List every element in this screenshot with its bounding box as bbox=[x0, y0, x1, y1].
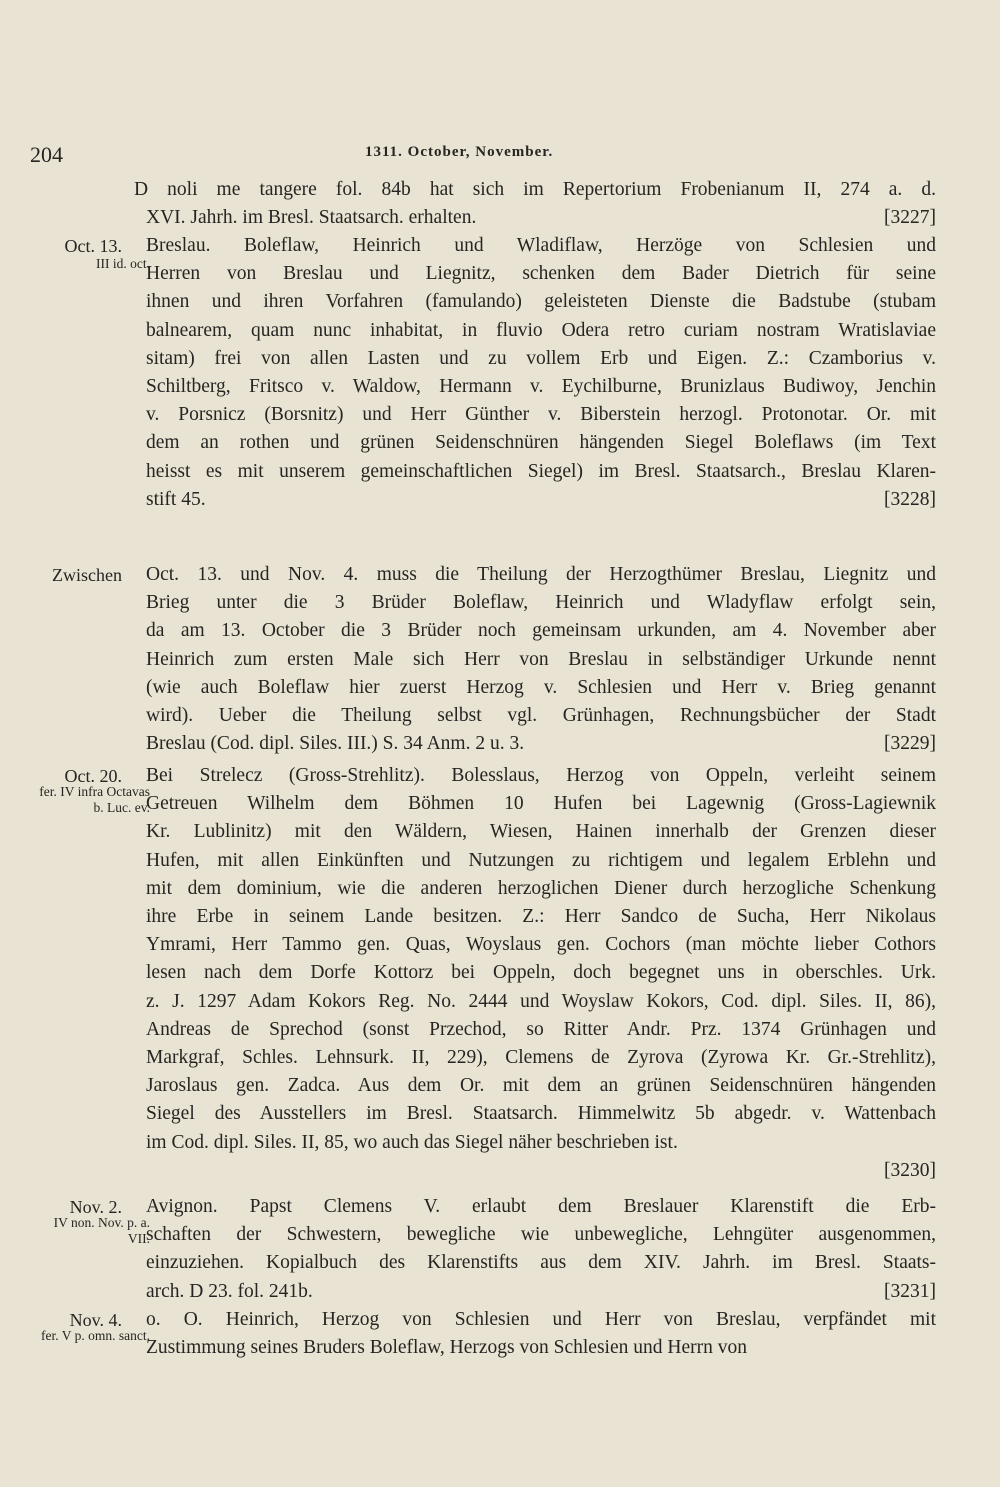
line-text: Jaroslaus gen. Zadca. Aus dem Or. mit dem an grünen Seidenschnüren hängenden bbox=[146, 1075, 936, 1097]
text-line bbox=[146, 1100, 936, 1128]
line-text: lesen nach dem Dorfe Kottorz bei Oppeln, doch begegnet uns in oberschles. Urk. bbox=[146, 962, 936, 984]
line-text: v. Porsnicz (Borsnitz) und Herr Günther v. Biberstein herzogl. Protonotar. Or. mit bbox=[146, 404, 936, 426]
line-text: Herren von Breslau und Liegnitz, schenken dem Bader Dietrich für seine bbox=[146, 263, 936, 285]
text-line bbox=[146, 931, 936, 959]
line-text: Kr. Lublinitz) mit den Wäldern, Wiesen, Hainen innerhalb der Grenzen dieser bbox=[146, 821, 936, 843]
text-line bbox=[146, 702, 936, 730]
margin-note: III id. oct. bbox=[96, 256, 150, 271]
text-line bbox=[146, 646, 936, 674]
line-text: ihre Erbe in seinem Lande besitzen. Z.: Herr Sandco de Sucha, Herr Nikolaus bbox=[146, 906, 936, 927]
line-text: o. O. Heinrich, Herzog von Schlesien und Herr von Breslau, verpfändet mit bbox=[146, 1309, 936, 1330]
margin-date: Nov. 2. bbox=[69, 1197, 122, 1217]
text-line bbox=[146, 401, 936, 429]
line-text: Getreuen Wilhelm dem Böhmen 10 Hufen bei Lagewnig (Gross-Lagiewnik bbox=[146, 793, 936, 815]
text-line bbox=[146, 903, 936, 931]
text-line bbox=[146, 260, 936, 288]
reference-number: [3229] bbox=[884, 733, 936, 755]
text-line bbox=[146, 617, 936, 645]
reference-number: [3230] bbox=[884, 1159, 936, 1181]
reference-number-row bbox=[146, 204, 936, 232]
reference-number-row bbox=[146, 1278, 936, 1306]
reference-number: [3231] bbox=[884, 1280, 936, 1302]
running-head: 1311. October, November. bbox=[365, 144, 554, 160]
text-line bbox=[146, 790, 936, 818]
line-text: D noli me tangere fol. 84b hat sich im Repertorium Frobenianum II, 274 a. d. bbox=[134, 179, 936, 200]
text-line bbox=[146, 589, 936, 617]
text-line bbox=[146, 345, 936, 373]
line-text: sitam) frei von allen Lasten und zu vollem Erb und Eigen. Z.: Czamborius v. bbox=[146, 347, 936, 369]
margin-note: IV non. Nov. p. a. VII. bbox=[53, 1215, 150, 1246]
line-text: heisst es mit unserem gemeinschaftlichen Siegel) im Bresl. Staatsarch., Breslau Klaren- bbox=[146, 460, 936, 482]
text-line bbox=[146, 561, 936, 589]
margin-note: fer. IV infra Octavas b. Luc. ev. bbox=[39, 784, 150, 815]
line-text: z. J. 1297 Adam Kokors Reg. No. 2444 und Woyslaw Kokors, Cod. dipl. Siles. II, 86), bbox=[146, 990, 936, 1012]
text-line bbox=[146, 1072, 936, 1100]
line-text: Andreas de Sprechod (sonst Przechod, so Ritter Andr. Prz. 1374 Grünhagen und bbox=[146, 1018, 936, 1040]
text-line bbox=[146, 458, 936, 486]
line-text: (wie auch Boleflaw hier zuerst Herzog v. Schlesien und Herr v. Brieg genannt bbox=[146, 676, 936, 698]
line-text: im Cod. dipl. Siles. II, 85, wo auch das Siegel näher beschrieben ist. bbox=[146, 1131, 678, 1153]
line-text: XVI. Jahrh. im Bresl. Staatsarch. erhalten. bbox=[146, 207, 477, 229]
line-text: Brieg unter die 3 Brüder Boleflaw, Heinrich und Wladyflaw erfolgt sein, bbox=[146, 592, 936, 614]
margin-date: Zwischen bbox=[52, 565, 122, 585]
text-line bbox=[146, 959, 936, 987]
line-text: Markgraf, Schles. Lehnsurk. II, 229), Clemens de Zyrova (Zyrowa Kr. Gr.-Strehlitz), bbox=[146, 1047, 936, 1068]
line-text: da am 13. October die 3 Brüder noch gemeinsam urkunden, am 4. November aber bbox=[146, 620, 936, 642]
line-text: Schiltberg, Fritsco v. Waldow, Hermann v. Eychilburne, Brunizlaus Budiwoy, Jenchin bbox=[146, 376, 936, 397]
line-text: Hufen, mit allen Einkünften und Nutzungen zu richtigem und legalem Erblehn und bbox=[146, 849, 936, 871]
line-text: Heinrich zum ersten Male sich Herr von Breslau in selbständiger Urkunde nennt bbox=[146, 648, 936, 670]
text-line bbox=[146, 232, 936, 260]
margin-date: Oct. 13. bbox=[64, 236, 122, 256]
margin-date: Nov. 4. bbox=[69, 1310, 122, 1330]
line-text: Zustimmung seines Bruders Boleflaw, Herzogs von Schlesien und Herrn von bbox=[146, 1337, 747, 1359]
line-text: dem an rothen und grünen Seidenschnüren hängenden Siegel Boleflaws (im Text bbox=[146, 432, 936, 454]
line-text: wird). Ueber die Theilung selbst vgl. Grünhagen, Rechnungsbücher der Stadt bbox=[146, 705, 936, 726]
text-line bbox=[146, 1221, 936, 1249]
line-text: ihnen und ihren Vorfahren (famulando) geleisteten Dienste die Badstube (stubam bbox=[146, 291, 936, 313]
text-line bbox=[146, 1306, 936, 1334]
reference-number-row bbox=[146, 730, 936, 758]
text-line bbox=[146, 1193, 936, 1221]
reference-number: [3227] bbox=[884, 207, 936, 229]
line-text: mit dem dominium, wie die anderen herzoglichen Diener durch herzogliche Schenkung bbox=[146, 877, 936, 899]
text-line bbox=[146, 288, 936, 316]
line-text: Bei Strelecz (Gross-Strehlitz). Bolesslaus, Herzog von Oppeln, verleiht seinem bbox=[146, 765, 936, 786]
line-text: arch. D 23. fol. 241b. bbox=[146, 1280, 313, 1302]
line-text: Breslau (Cod. dipl. Siles. III.) S. 34 Anm. 2 u. 3. bbox=[146, 733, 525, 755]
text-line bbox=[146, 847, 936, 875]
text-line bbox=[146, 674, 936, 702]
page-number: 204 bbox=[30, 142, 63, 167]
line-text: Siegel des Ausstellers im Bresl. Staatsarch. Himmelwitz 5b abgedr. v. Wattenbach bbox=[146, 1103, 936, 1125]
text-line bbox=[146, 373, 936, 401]
margin-note: fer. V p. omn. sanct. bbox=[41, 1328, 150, 1343]
reference-number-row bbox=[146, 1157, 936, 1185]
reference-number: [3228] bbox=[884, 488, 936, 510]
text-line bbox=[146, 1129, 936, 1157]
reference-number-row bbox=[146, 486, 936, 514]
text-line bbox=[146, 1044, 936, 1072]
text-line bbox=[146, 317, 936, 345]
text-line bbox=[146, 988, 936, 1016]
text-line bbox=[146, 762, 936, 790]
text-line bbox=[146, 1016, 936, 1044]
line-text: Oct. 13. und Nov. 4. muss die Theilung der Herzogthümer Breslau, Liegnitz und bbox=[146, 564, 936, 585]
text-line bbox=[146, 1249, 936, 1277]
text-line bbox=[134, 176, 936, 204]
line-text: Breslau. Boleflaw, Heinrich und Wladiflaw, Herzöge von Schlesien und bbox=[146, 235, 936, 256]
text-line bbox=[146, 818, 936, 846]
line-text: stift 45. bbox=[146, 488, 206, 510]
margin-date: Oct. 20. bbox=[64, 766, 122, 786]
text-line bbox=[146, 875, 936, 903]
text-line bbox=[146, 429, 936, 457]
line-text: Ymrami, Herr Tammo gen. Quas, Woyslaus gen. Cochors (man möchte lieber Cothors bbox=[146, 934, 936, 956]
line-text: Avignon. Papst Clemens V. erlaubt dem Breslauer Klarenstift die Erb- bbox=[146, 1196, 936, 1217]
line-text: balnearem, quam nunc inhabitat, in fluvio Odera retro curiam nostram Wratislaviae bbox=[146, 319, 936, 341]
text-line bbox=[146, 1334, 936, 1362]
line-text: schaften der Schwestern, bewegliche wie unbewegliche, Lehngüter ausgenommen, bbox=[146, 1224, 936, 1246]
line-text: einzuziehen. Kopialbuch des Klarenstifts aus dem XIV. Jahrh. im Bresl. Staats- bbox=[146, 1252, 936, 1274]
